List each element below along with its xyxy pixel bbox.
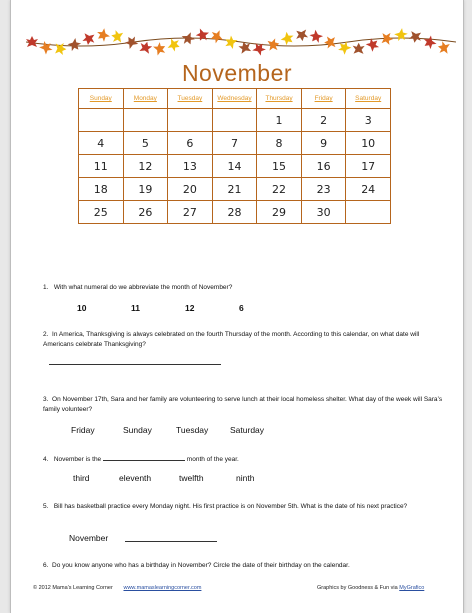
day-cell: 17 bbox=[346, 155, 391, 178]
footer-right bbox=[317, 585, 424, 591]
day-cell: 4 bbox=[79, 132, 124, 155]
question-number: 5. bbox=[43, 503, 49, 510]
question-text-continued: month of the year. bbox=[186, 456, 239, 463]
leaf-icon bbox=[167, 38, 181, 53]
answer-option: ninth bbox=[236, 473, 255, 483]
answer-option: 10 bbox=[77, 303, 87, 313]
answer-option: twelfth bbox=[179, 473, 204, 483]
answer-option: 11 bbox=[131, 303, 140, 313]
day-cell: 7 bbox=[212, 132, 257, 155]
month-title: November bbox=[181, 60, 293, 86]
leaf-icon bbox=[55, 42, 67, 55]
day-cell: 9 bbox=[301, 132, 346, 155]
question-3 bbox=[43, 395, 443, 415]
leaf-icon bbox=[223, 34, 238, 50]
day-cell: 16 bbox=[301, 155, 346, 178]
day-cell: 8 bbox=[257, 132, 302, 155]
day-cell: 15 bbox=[257, 155, 302, 178]
question-text: November is the bbox=[53, 456, 102, 463]
leaf-icon bbox=[295, 29, 308, 41]
credits-text: Graphics by Goodness & Fun via bbox=[317, 585, 398, 591]
leaf-icon bbox=[194, 28, 209, 43]
day-cell: 6 bbox=[168, 132, 213, 155]
question-number: 3. bbox=[43, 396, 49, 403]
day-cell: 24 bbox=[346, 178, 391, 201]
day-cell: 1 bbox=[257, 109, 302, 132]
answer-option: Tuesday bbox=[176, 425, 209, 435]
weekday-header-row bbox=[79, 89, 391, 109]
question-number: 6. bbox=[43, 562, 49, 569]
answer-option: Sunday bbox=[123, 425, 152, 435]
question-text: On November 17th, Sara and her family are volunteering to serve lunch at their local homeless shelter. What day of the week will Sara’s family volunteer? bbox=[43, 396, 443, 413]
day-cell: 27 bbox=[168, 201, 213, 224]
day-cell: 22 bbox=[257, 178, 302, 201]
question-4 bbox=[43, 453, 443, 465]
day-cell bbox=[79, 109, 124, 132]
day-cell: 21 bbox=[212, 178, 257, 201]
day-cell: 3 bbox=[346, 109, 391, 132]
question-text: Do you know anyone who has a birthday in November? Circle the date of their birthday on the calendar. bbox=[52, 562, 350, 569]
leaf-icon bbox=[95, 27, 111, 43]
day-cell: 25 bbox=[79, 201, 124, 224]
weekday-thursday: Thursday bbox=[257, 89, 302, 109]
autumn-leaves-garland bbox=[26, 20, 456, 60]
answer-option: third bbox=[73, 473, 90, 483]
question-text: With what numeral do we abbreviate the month of November? bbox=[53, 284, 233, 291]
question-number: 1. bbox=[43, 284, 49, 291]
day-cell: 14 bbox=[212, 155, 257, 178]
leaf-icon bbox=[38, 39, 54, 55]
answer-option: eleventh bbox=[119, 473, 152, 483]
leaf-icon bbox=[308, 29, 324, 45]
question-number: 4. bbox=[43, 456, 49, 463]
answer-prefix: November bbox=[69, 533, 109, 543]
leaf-icon bbox=[153, 41, 168, 57]
calendar-grid bbox=[78, 88, 391, 224]
question-number: 2. bbox=[43, 331, 49, 338]
answer-option: 12 bbox=[185, 303, 195, 313]
leaf-icon bbox=[353, 43, 365, 54]
leaf-icon bbox=[324, 36, 336, 49]
leaf-icon bbox=[209, 29, 223, 44]
day-cell: 30 bbox=[301, 201, 346, 224]
leaf-icon bbox=[421, 35, 437, 51]
day-cell: 5 bbox=[123, 132, 168, 155]
calendar-week bbox=[79, 155, 391, 178]
leaf-icon bbox=[393, 27, 409, 43]
day-cell: 29 bbox=[257, 201, 302, 224]
day-cell: 11 bbox=[79, 155, 124, 178]
calendar-week bbox=[79, 132, 391, 155]
day-cell bbox=[346, 201, 391, 224]
calendar-week bbox=[79, 178, 391, 201]
day-cell: 12 bbox=[123, 155, 168, 178]
credits-link[interactable]: MyGrafico bbox=[399, 585, 425, 591]
leaf-icon bbox=[280, 31, 296, 47]
worksheet-page bbox=[10, 0, 464, 613]
question-6 bbox=[43, 561, 453, 571]
weekday-saturday: Saturday bbox=[346, 89, 391, 109]
day-cell: 19 bbox=[123, 178, 168, 201]
weekday-wednesday: Wednesday bbox=[212, 89, 257, 109]
day-cell: 18 bbox=[79, 178, 124, 201]
footer-left bbox=[33, 585, 201, 591]
question-5 bbox=[43, 502, 443, 512]
day-cell: 10 bbox=[346, 132, 391, 155]
leaf-icon bbox=[110, 29, 123, 43]
answer-option: Friday bbox=[71, 425, 95, 435]
day-cell: 20 bbox=[168, 178, 213, 201]
day-cell: 23 bbox=[301, 178, 346, 201]
question-1 bbox=[43, 283, 443, 293]
leaf-icon bbox=[138, 40, 153, 54]
leaf-icon bbox=[82, 33, 95, 46]
leaf-icon bbox=[437, 41, 450, 55]
day-cell bbox=[168, 109, 213, 132]
day-cell: 2 bbox=[301, 109, 346, 132]
weekday-friday: Friday bbox=[301, 89, 346, 109]
answer-blank[interactable] bbox=[49, 364, 221, 365]
question-text: In America, Thanksgiving is always celebrated on the fourth Thursday of the month. According to this calendar, on what date will Americans celebrate Thanksgiving? bbox=[43, 331, 420, 348]
answer-blank[interactable] bbox=[125, 541, 217, 542]
day-cell: 13 bbox=[168, 155, 213, 178]
answer-option: 6 bbox=[239, 303, 244, 313]
leaf-icon bbox=[409, 31, 423, 44]
leaf-icon bbox=[181, 32, 196, 47]
weekday-monday: Monday bbox=[123, 89, 168, 109]
day-cell: 28 bbox=[212, 201, 257, 224]
weekday-tuesday: Tuesday bbox=[168, 89, 213, 109]
question-2 bbox=[43, 330, 443, 350]
answer-option: Saturday bbox=[230, 425, 265, 435]
answer-blank[interactable] bbox=[103, 453, 185, 461]
question-text: Bill has basketball practice every Monday night. His first practice is on November 5th. What is the date of his next practice? bbox=[53, 503, 408, 510]
copyright-text: © 2012 Mama’s Learning Corner bbox=[33, 585, 113, 591]
calendar-week bbox=[79, 201, 391, 224]
leaf-icon bbox=[26, 36, 38, 47]
weekday-sunday: Sunday bbox=[79, 89, 124, 109]
leaf-icon bbox=[251, 40, 267, 56]
day-cell: 26 bbox=[123, 201, 168, 224]
day-cell bbox=[123, 109, 168, 132]
day-cell bbox=[212, 109, 257, 132]
calendar-week bbox=[79, 109, 391, 132]
site-link[interactable]: www.mamaslearningcorner.com bbox=[123, 585, 202, 591]
